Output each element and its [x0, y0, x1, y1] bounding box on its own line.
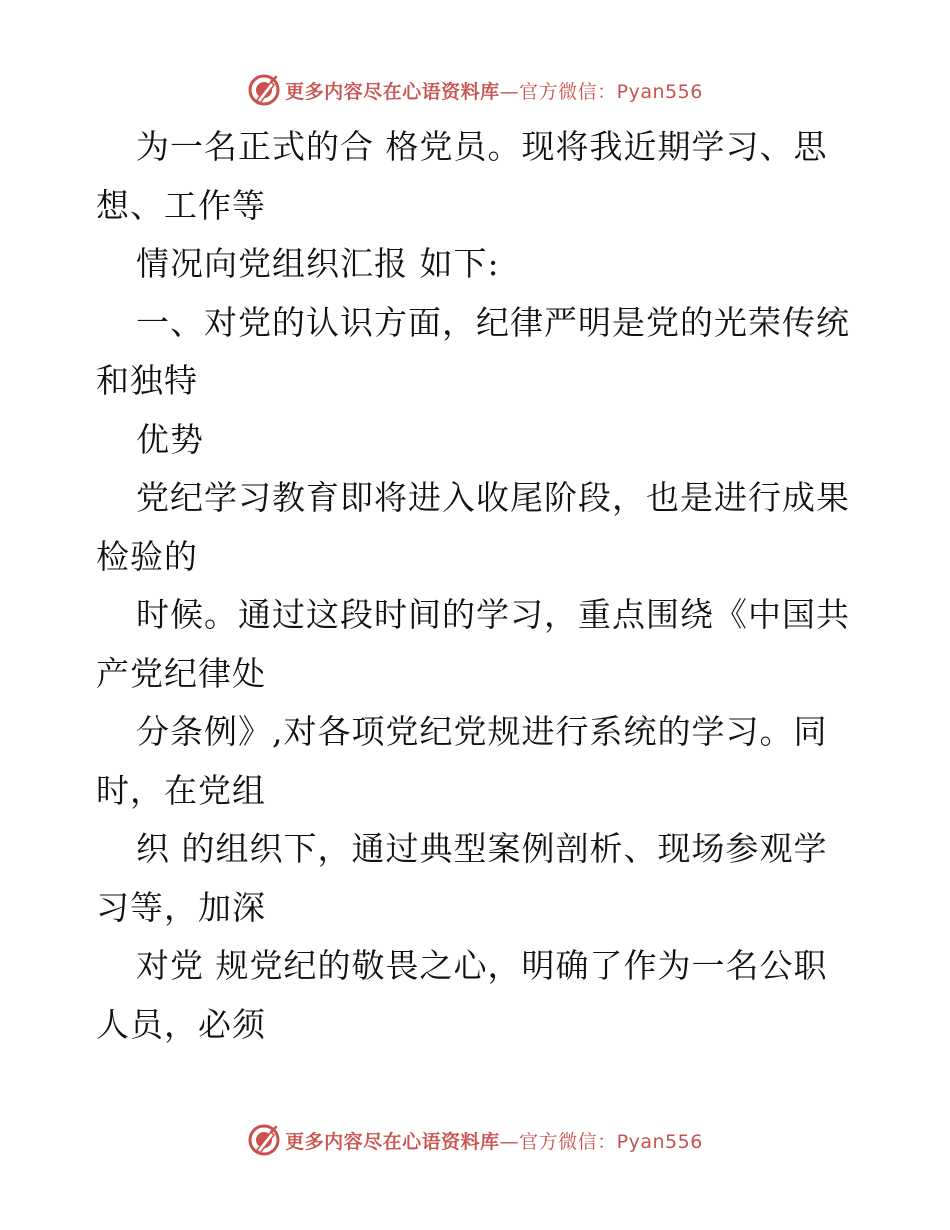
text-line: 为一名正式的合 格党员。现将我近期学习、思 [136, 127, 828, 166]
text-line: 时候。通过这段时间的学习，重点围绕《中国共 [136, 595, 850, 634]
watermark-main-text: 更多内容尽在心语资料库 [285, 80, 500, 103]
text-line: 习等，加深 [96, 887, 266, 927]
text-line: 检验的 [96, 536, 198, 576]
text-line: 产党纪律处 [96, 653, 266, 693]
watermark-text [285, 77, 703, 104]
text-line: 想、工作等 [96, 185, 266, 225]
watermark-banner-bottom [0, 1120, 950, 1160]
watermark-banner-top [0, 70, 950, 110]
text-line: 优势 [136, 419, 204, 459]
document-body [96, 118, 866, 1054]
ink-pen-logo-icon [247, 1123, 281, 1157]
watermark-main-text: 更多内容尽在心语资料库 [285, 1130, 500, 1153]
text-line: 人员，必须 [96, 1004, 266, 1044]
text-line: 一、对党的认识方面，纪律严明是党的光荣传统 [136, 302, 850, 342]
watermark-wechat-text: —官方微信：Pyan556 [499, 80, 703, 103]
text-line: 情况向党组织汇报 如下: [136, 244, 500, 283]
watermark-wechat-text: —官方微信：Pyan556 [499, 1130, 703, 1153]
text-line: 党纪学习教育即将进入收尾阶段，也是进行成果 [136, 478, 850, 517]
text-line: 时，在党组 [96, 770, 266, 810]
watermark-text [285, 1127, 703, 1154]
text-line: 分条例》,对各项党纪党规进行系统的学习。同 [136, 712, 828, 751]
text-line: 织 的组织下，通过典型案例剖析、现场参观学 [136, 829, 828, 868]
ink-pen-logo-icon [247, 73, 281, 107]
text-line: 和独特 [96, 361, 198, 400]
text-line: 对党 规党纪的敬畏之心，明确了作为一名公职 [136, 946, 828, 985]
